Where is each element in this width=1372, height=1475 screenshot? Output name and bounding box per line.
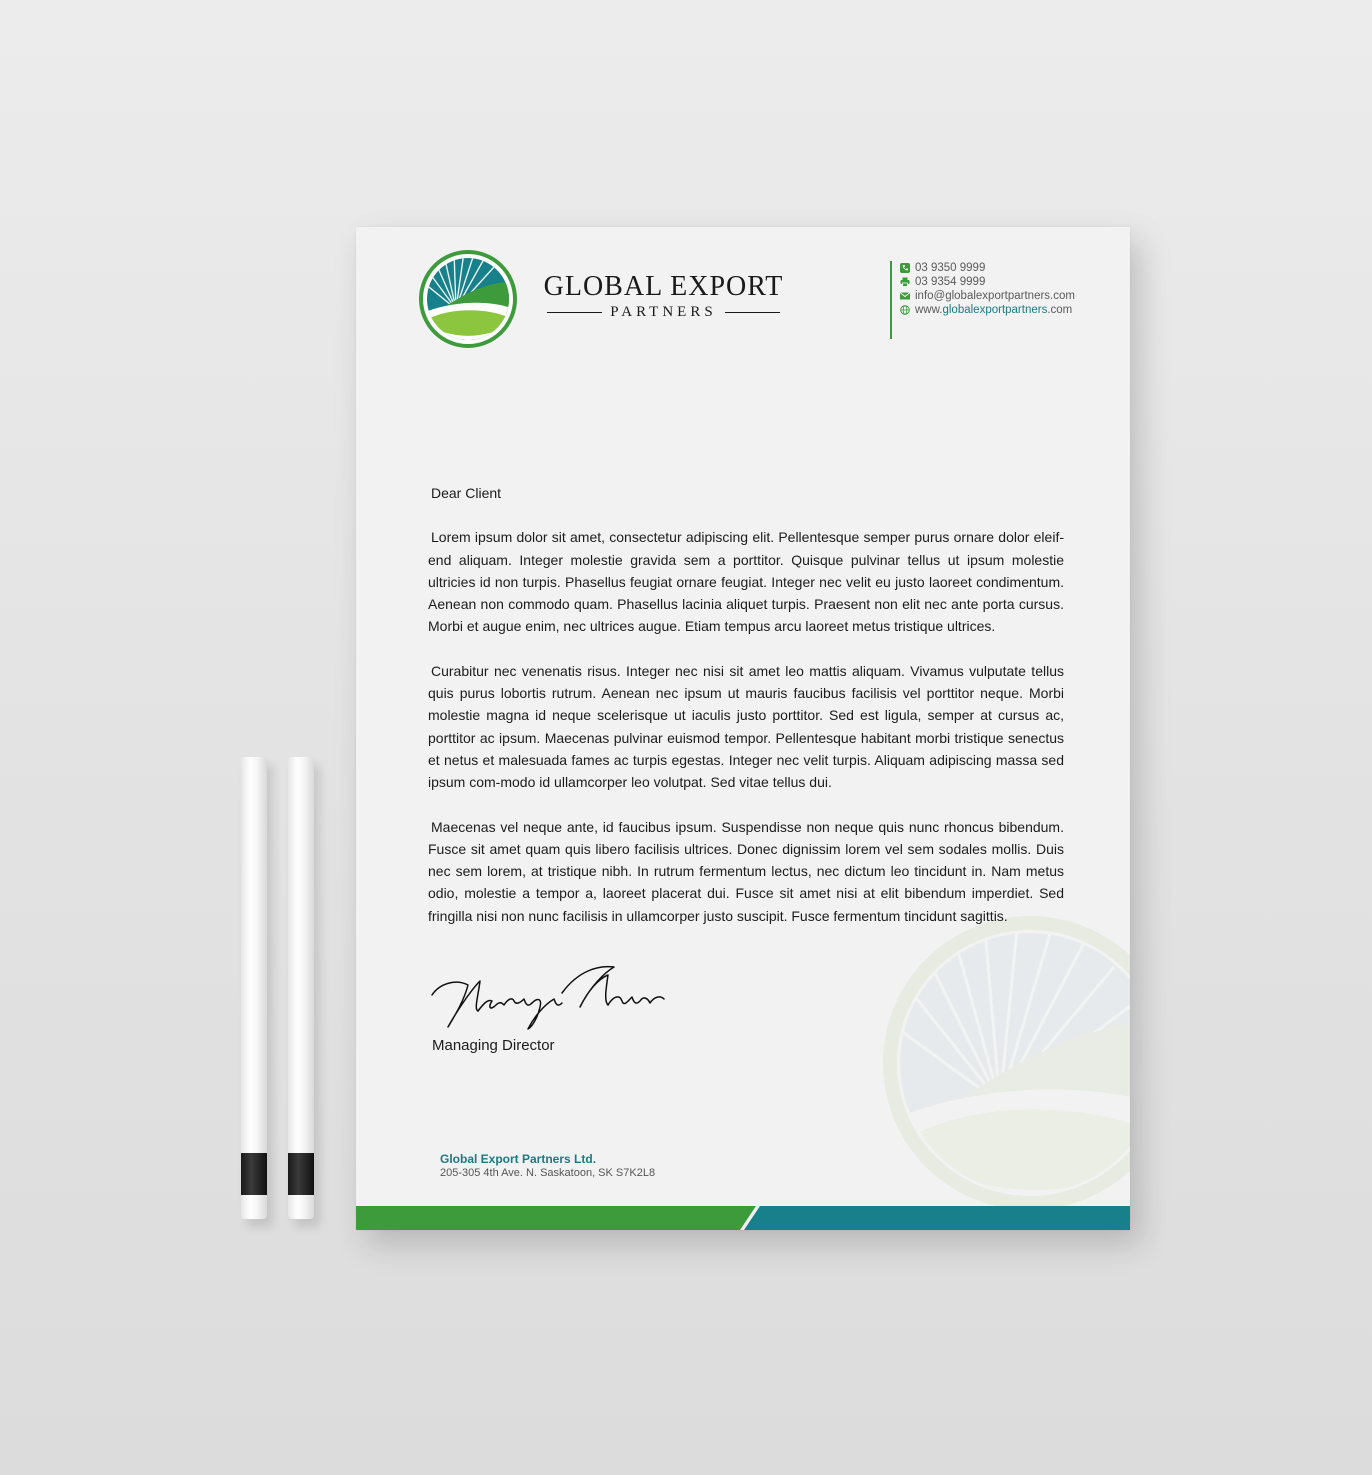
letter-body [428, 482, 1064, 949]
letter-paragraph: Curabitur nec venenatis risus. Integer nec nisi sit amet leo mattis aliquam. Vivamus vulputate tellus quis purus lobortis rutrum. Aenean nec ipsum ut mauris faucibus facilisis vel porttitor neque. Morbi molestie magna id neque scelerisque ut iaculis justo porttitor. Sed est ligula, semper at cursus ac, porttitor ac ipsum. Maecenas pulvinar euismod tempor. Pellentesque habitant morbi tristique senectus et netus et malesuada fames ac turpis egestas. Integer nec velit turpis. Aliquam adipiscing massa sed ipsum com-modo id ullamcorper leo volutpat. Sed vitae tellus dui. [428, 662, 1064, 791]
pen-band [288, 1153, 314, 1195]
signer-title: Managing Director [432, 1037, 555, 1054]
email-address[interactable]: info@globalexportpartners.com [915, 290, 1075, 302]
website-suffix: .com [1047, 304, 1073, 316]
letterhead-sheet [356, 227, 1130, 1230]
letter-paragraph: Maecenas vel neque ante, id faucibus ipsum. Suspendisse non neque quis nunc rhoncus bibendum. Fusce sit amet quam quis libero facilisis ultrices. Donec dignissim lorem vel sem sodales mollis. Duis nec sem lorem, at tristique nibh. In rutrum fermentum lectus, nec dictum leo tincidunt in. Nam metus odio, molestie a tempor a, laoreet placerat dui. Fusce sit amet nisi at elit bibendum imperdiet. Sed fringilla nisi non nunc facilisis in ullamcorper justo suscipit. Fusce fermentum tincidunt sagittis. [428, 818, 1064, 924]
divider [725, 312, 780, 313]
contact-email [900, 289, 1075, 303]
letter-paragraph: Lorem ipsum dolor sit amet, consectetur adipiscing elit. Pellentesque semper purus ornare dolor eleif-end aliquam. Integer molestie gravida sem a porttitor. Quisque pulvinar tellus ut ipsum molestie ultricies id non turpis. Phasellus feugiat ornare feugiat. Integer nec velit eu justo laoreet condimentum. Aenean non commodo quam. Phasellus lacinia aliquet turpis. Praesent non elit nec ante porta cursus. Morbi et augue enim, nec ultrices augue. Etiam tempus arcu laoreet metus tristique ultrices. [428, 529, 1064, 635]
salutation: Dear Client [431, 485, 502, 501]
contact-fax [900, 275, 1075, 289]
logo-icon [418, 249, 518, 349]
website-prefix: www. [915, 304, 943, 316]
footer-color-bar [356, 1206, 1130, 1230]
globe-icon [900, 305, 910, 315]
footer-company: Global Export Partners Ltd. [440, 1152, 597, 1166]
pen-left [241, 757, 267, 1219]
printer-icon [900, 277, 910, 287]
contact-phone [900, 261, 1075, 275]
company-name: GLOBAL EXPORT [543, 271, 784, 302]
website-host: globalexportpartners [942, 304, 1048, 316]
pen-band [241, 1153, 267, 1195]
contact-website [900, 303, 1075, 317]
brand-block [536, 271, 791, 321]
contact-block [890, 261, 1075, 339]
pen-right [288, 757, 314, 1219]
company-subtitle-row [536, 304, 791, 321]
signature [428, 961, 668, 1035]
fax-number: 03 9354 9999 [915, 276, 986, 288]
phone-number: 03 9350 9999 [915, 262, 986, 274]
divider [547, 312, 602, 313]
phone-icon [900, 263, 910, 273]
footer-address: 205-305 4th Ave. N. Saskatoon, SK S7K2L8 [440, 1167, 656, 1179]
website-url[interactable] [915, 303, 1072, 317]
envelope-icon [900, 291, 910, 301]
watermark-logo-icon [880, 913, 1130, 1213]
company-subtitle: PARTNERS [610, 304, 717, 320]
